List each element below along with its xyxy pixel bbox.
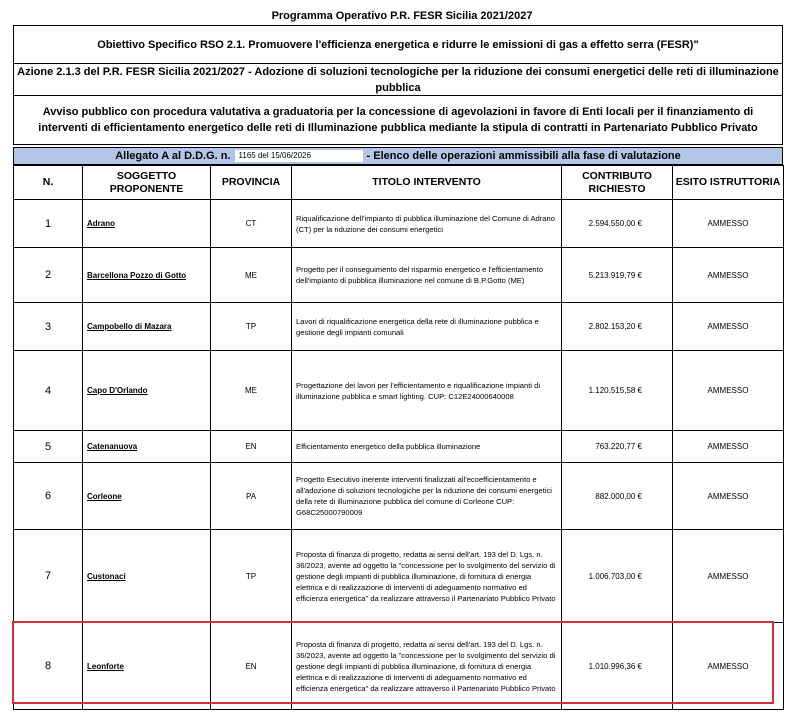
table-row (14, 303, 784, 351)
soggetto-link[interactable]: Corleone (83, 463, 211, 530)
soggetto-link[interactable]: Barcellona Pozzo di Gotto (83, 248, 211, 303)
titolo-cell: Progetto per il conseguimento del risparmio energetico e l'efficientamento dell'impianto di pubblica illuminazione nel comune di B.P.Gotto (ME) (292, 248, 562, 303)
contributo-cell: 763.220,77 € (562, 431, 673, 463)
esito-cell: AMMESSO (673, 463, 784, 530)
contributo-cell: 1.120.515,58 € (562, 351, 673, 431)
esito-cell: AMMESSO (673, 351, 784, 431)
allegato-suffix: - Elenco delle operazioni ammissibili alla fase di valutazione (366, 150, 681, 162)
obiettivo-box (13, 25, 783, 63)
provincia-cell: ME (211, 351, 292, 431)
contributo-cell: 1.006.703,00 € (562, 530, 673, 623)
operations-table (13, 165, 784, 710)
provincia-cell: TP (211, 530, 292, 623)
provincia-cell: ME (211, 248, 292, 303)
table-row (14, 530, 784, 623)
soggetto-link[interactable]: Leonforte (83, 623, 211, 710)
row-number: 2 (14, 248, 83, 303)
provincia-cell: EN (211, 623, 292, 710)
esito-cell: AMMESSO (673, 431, 784, 463)
esito-cell: AMMESSO (673, 303, 784, 351)
esito-cell: AMMESSO (673, 530, 784, 623)
titolo-cell: Efficientamento energetico della pubblica illuminazione (292, 431, 562, 463)
col-header-titolo: TITOLO INTERVENTO (292, 166, 562, 200)
row-number: 5 (14, 431, 83, 463)
col-header-n: N. (14, 166, 83, 200)
esito-cell: AMMESSO (673, 248, 784, 303)
col-header-esito: ESITO ISTRUTTORIA (673, 166, 784, 200)
table-row (14, 463, 784, 530)
contributo-cell: 882.000,00 € (562, 463, 673, 530)
document-title: Programma Operativo P.R. FESR Sicilia 2021/2027 (271, 10, 533, 22)
soggetto-link[interactable]: Campobello di Mazara (83, 303, 211, 351)
table-row (14, 248, 784, 303)
row-number: 6 (14, 463, 83, 530)
provincia-cell: TP (211, 303, 292, 351)
table-row (14, 623, 784, 710)
soggetto-link[interactable]: Adrano (83, 200, 211, 248)
decree-number-field[interactable]: 1165 del 15/06/2026 (235, 150, 363, 162)
col-header-contributo: CONTRIBUTO RICHIESTO (562, 166, 673, 200)
col-header-soggetto: SOGGETTO PROPONENTE (83, 166, 211, 200)
row-number: 8 (14, 623, 83, 710)
esito-cell: AMMESSO (673, 200, 784, 248)
contributo-cell: 5.213.919,79 € (562, 248, 673, 303)
provincia-cell: PA (211, 463, 292, 530)
row-number: 4 (14, 351, 83, 431)
contributo-cell: 2.802.153,20 € (562, 303, 673, 351)
table-row (14, 200, 784, 248)
titolo-cell: Progettazione dei lavori per l'efficientamento e riqualificazione impianti di illuminazione pubblica e smart lighting. CUP: C12E24000640008 (292, 351, 562, 431)
soggetto-link[interactable]: Custonaci (83, 530, 211, 623)
obiettivo-text: Obiettivo Specifico RSO 2.1. Promuovere l'efficienza energetica e ridurre le emissioni di gas a effetto serra (FESR)" (97, 38, 699, 51)
azione-box (13, 63, 783, 95)
row-number: 7 (14, 530, 83, 623)
titolo-cell: Lavori di riqualificazione energetica della rete di illuminazione pubblica e gestione degli impianti comunali (292, 303, 562, 351)
soggetto-link[interactable]: Capo D'Orlando (83, 351, 211, 431)
azione-text: Azione 2.1.3 del P.R. FESR Sicilia 2021/2027 - Adozione di soluzioni tecnologiche per la riduzione dei consumi energetici delle reti di illuminazione pubblica (17, 65, 779, 94)
contributo-cell: 2.594.550,00 € (562, 200, 673, 248)
soggetto-link[interactable]: Catenanuova (83, 431, 211, 463)
contributo-cell: 1.010.996,36 € (562, 623, 673, 710)
titolo-cell: Proposta di finanza di progetto, redatta ai sensi dell'art. 193 del D. Lgs. n. 36/2023, avente ad oggetto la "concessione per lo svolgimento del servizio di gestione degli impianti di pubblica illuminazione, di fornitura di energia elettrica e di realizzazione di interventi di adeguamento normativo ed efficienza energetica" da realizzare attraverso il Partenariato Pubblico Privato (292, 530, 562, 623)
table-row (14, 351, 784, 431)
avviso-box (13, 95, 783, 145)
allegato-bar (13, 147, 783, 165)
titolo-cell: Proposta di finanza di progetto, redatta ai sensi dell'art. 193 del D. Lgs. n. 36/2023, avente ad oggetto la "concessione per lo svolgimento del servizio di gestione degli impianti di pubblica illuminazione, di fornitura di energia elettrica e di realizzazione di interventi di adeguamento normativo ed efficienza energetica" da realizzare attraverso il Partenariato Pubblico Privato (292, 623, 562, 710)
provincia-cell: EN (211, 431, 292, 463)
esito-cell: AMMESSO (673, 623, 784, 710)
row-number: 3 (14, 303, 83, 351)
titolo-cell: Riqualificazione dell'impianto di pubblica illuminazione del Comune di Adrano (CT) per la riduzione dei consumi energetici (292, 200, 562, 248)
col-header-provincia: PROVINCIA (211, 166, 292, 200)
avviso-text: Avviso pubblico con procedura valutativa a graduatoria per la concessione di agevolazioni in favore di Enti locali per il finanziamento di interventi di efficientamento energetico delle reti di Illuminazione pubblica mediante la stipula di contratti in Partenariato Pubblico Privato (38, 106, 758, 134)
provincia-cell: CT (211, 200, 292, 248)
titolo-cell: Progetto Esecutivo inerente interventi finalizzati all'ecoefficientamento e all'adozione di soluzioni tecnologiche per la riduzione dei consumi energetici della rete di illuminazione pubblica del comune di Corleone CUP: G68C25000790009 (292, 463, 562, 530)
allegato-prefix: Allegato A al D.D.G. n. (115, 150, 231, 162)
table-row (14, 431, 784, 463)
row-number: 1 (14, 200, 83, 248)
table-header-row (14, 166, 784, 200)
